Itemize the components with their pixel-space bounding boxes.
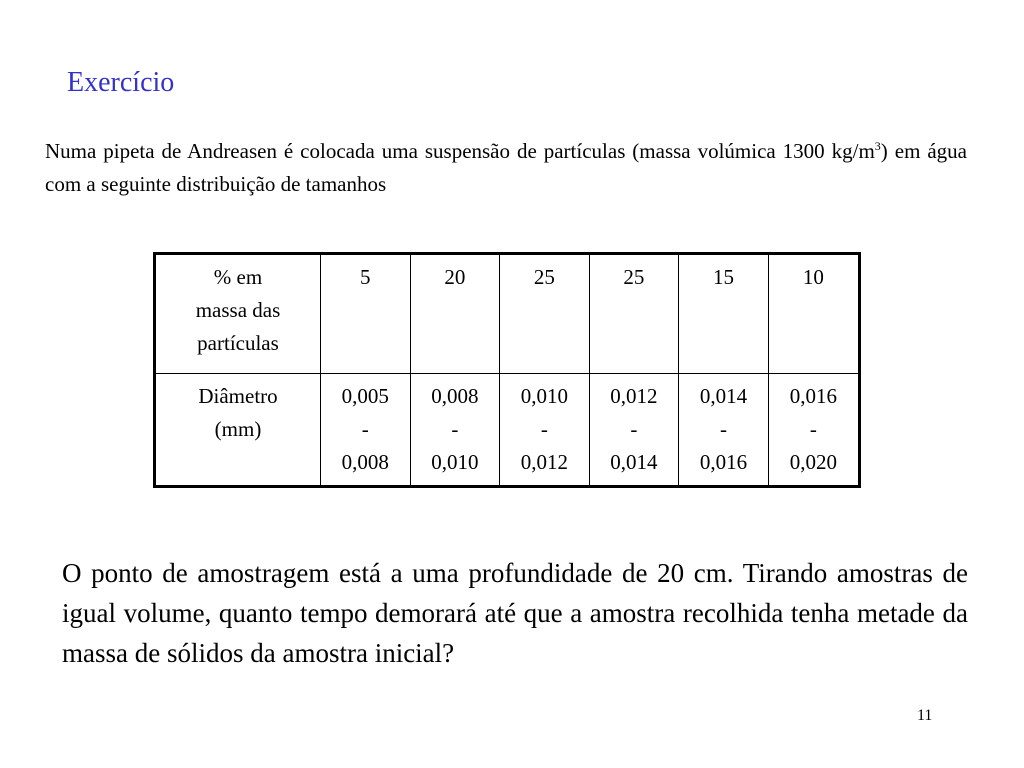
table-cell-diameter-range — [321, 374, 411, 487]
range-dash: - — [451, 417, 459, 441]
table-cell-percent: 20 — [410, 254, 500, 374]
range-max: 0,012 — [520, 450, 568, 474]
intro-text-end: ) em água com a seguinte distribuição de tamanhos — [45, 139, 967, 196]
table-cell-diameter-range — [768, 374, 859, 487]
table-row-diameter — [155, 374, 860, 487]
header-line: (mm) — [214, 417, 262, 441]
table-cell-percent: 10 — [768, 254, 859, 374]
header-line: massa das — [195, 298, 281, 322]
question-paragraph: O ponto de amostragem está a uma profundidade de 20 cm. Tirando amostras de igual volume, quanto tempo demorará até que a amostra recolhida tenha metade da massa de sólidos da amostra inicial? — [62, 558, 968, 668]
range-dash: - — [361, 417, 369, 441]
intro-paragraph — [45, 135, 967, 201]
header-line: partículas — [197, 331, 279, 355]
range-min: 0,012 — [610, 384, 658, 408]
slide-title: Exercício — [67, 67, 175, 98]
header-line: % em — [213, 265, 263, 289]
range-max: 0,016 — [699, 450, 748, 474]
table-header-diameter — [155, 374, 321, 487]
range-max: 0,020 — [789, 450, 837, 474]
table-cell-diameter-range — [679, 374, 769, 487]
table-header-percent-mass — [155, 254, 321, 374]
header-line: Diâmetro — [198, 384, 278, 408]
range-dash: - — [719, 417, 727, 441]
table-cell-diameter-range — [589, 374, 679, 487]
range-min: 0,005 — [341, 384, 389, 408]
table-cell-percent: 25 — [500, 254, 590, 374]
range-dash: - — [540, 417, 548, 441]
range-dash: - — [630, 417, 638, 441]
range-max: 0,008 — [341, 450, 389, 474]
range-max: 0,014 — [610, 450, 658, 474]
intro-text-start: Numa pipeta de Andreasen é colocada uma suspensão de partículas (massa volúmica 1300 kg/m — [45, 139, 875, 163]
range-dash: - — [809, 417, 817, 441]
intro-superscript: 3 — [874, 139, 881, 153]
range-max: 0,010 — [431, 450, 479, 474]
page-number: 11 — [917, 707, 933, 724]
range-min: 0,010 — [520, 384, 568, 408]
table-cell-diameter-range — [500, 374, 590, 487]
table-cell-percent: 25 — [589, 254, 679, 374]
table-cell-diameter-range — [410, 374, 500, 487]
range-min: 0,014 — [699, 384, 748, 408]
range-min: 0,016 — [789, 384, 837, 408]
size-distribution-table — [153, 252, 861, 488]
range-min: 0,008 — [431, 384, 479, 408]
table-cell-percent: 15 — [679, 254, 769, 374]
table-cell-percent: 5 — [321, 254, 411, 374]
table-row-percent-mass — [155, 254, 860, 374]
